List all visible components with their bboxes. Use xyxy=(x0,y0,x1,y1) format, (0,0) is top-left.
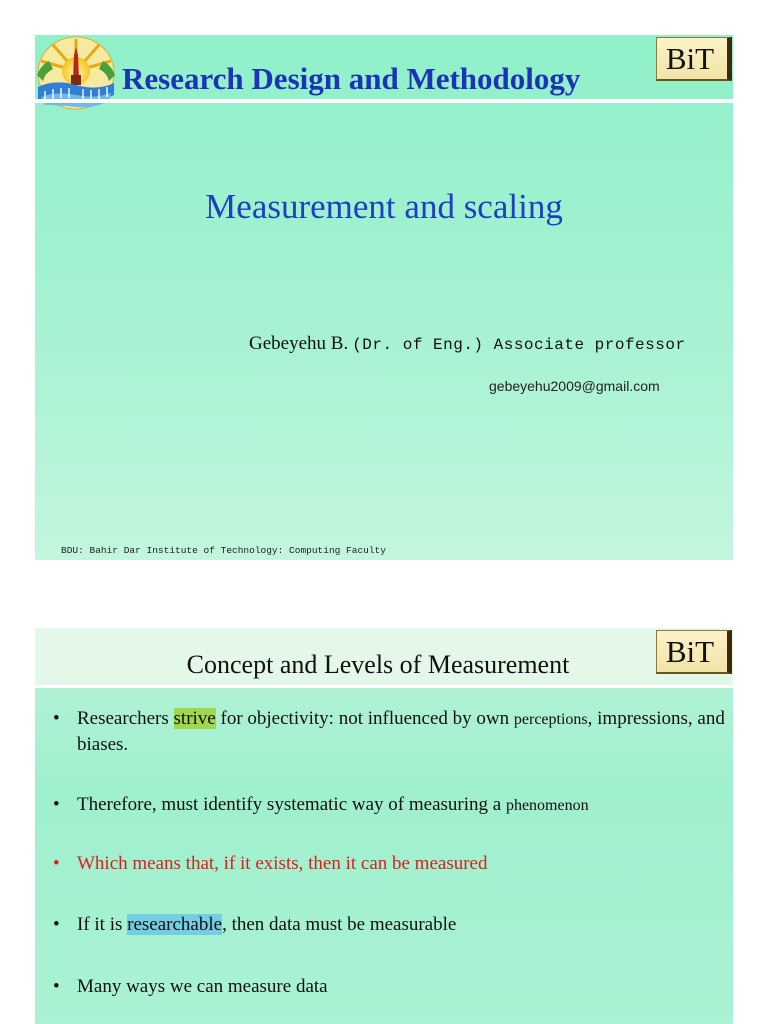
bullet-icon: • xyxy=(53,708,60,729)
highlighted-word: researchable xyxy=(127,914,223,935)
list-item xyxy=(53,792,728,818)
bullet-text: , then data must be measurable xyxy=(222,914,457,935)
bullet-text: Researchers xyxy=(77,708,174,729)
bit-badge: BiT xyxy=(656,37,732,81)
bullet-text: Therefore, must identify systematic way of measuring a xyxy=(77,794,506,815)
author-line xyxy=(249,333,686,355)
slide-footer: BDU: Bahir Dar Institute of Technology: Computing Faculty xyxy=(61,545,386,556)
list-item xyxy=(53,912,728,937)
title-slide xyxy=(35,35,733,560)
author-name: Gebeyehu B. xyxy=(249,333,349,354)
bullet-text: , impressions, and biases. xyxy=(77,708,725,755)
bit-badge: BiT xyxy=(656,630,732,674)
course-title: Research Design and Methodology xyxy=(122,61,581,96)
slide-title: Concept and Levels of Measurement xyxy=(186,650,570,679)
bullet-text: Many ways we can measure data xyxy=(77,976,328,997)
bullet-icon: • xyxy=(53,853,60,874)
bullet-icon: • xyxy=(53,914,60,935)
bullet-text: If it is xyxy=(77,914,128,935)
list-item xyxy=(53,706,728,757)
slide-main-title: Measurement and scaling xyxy=(205,187,563,226)
bullet-icon: • xyxy=(53,976,60,997)
author-role: (Dr. of Eng.) Associate professor xyxy=(352,336,686,354)
bullet-text: Which means that, if it exists, then it can be measured xyxy=(77,853,488,874)
author-email: gebeyehu2009@gmail.com xyxy=(489,378,660,394)
bullet-text: phenomenon xyxy=(505,797,589,814)
bullet-icon: • xyxy=(53,794,60,815)
title-divider xyxy=(35,99,733,103)
bullet-text: perceptions xyxy=(513,711,588,728)
header-divider xyxy=(35,685,733,688)
bullet-list xyxy=(53,706,728,999)
highlighted-word: strive xyxy=(173,708,216,729)
list-item xyxy=(53,974,728,999)
list-item xyxy=(53,851,728,876)
bullet-text: for objectivity: not influenced by own xyxy=(215,708,514,729)
concept-slide xyxy=(35,628,733,1024)
